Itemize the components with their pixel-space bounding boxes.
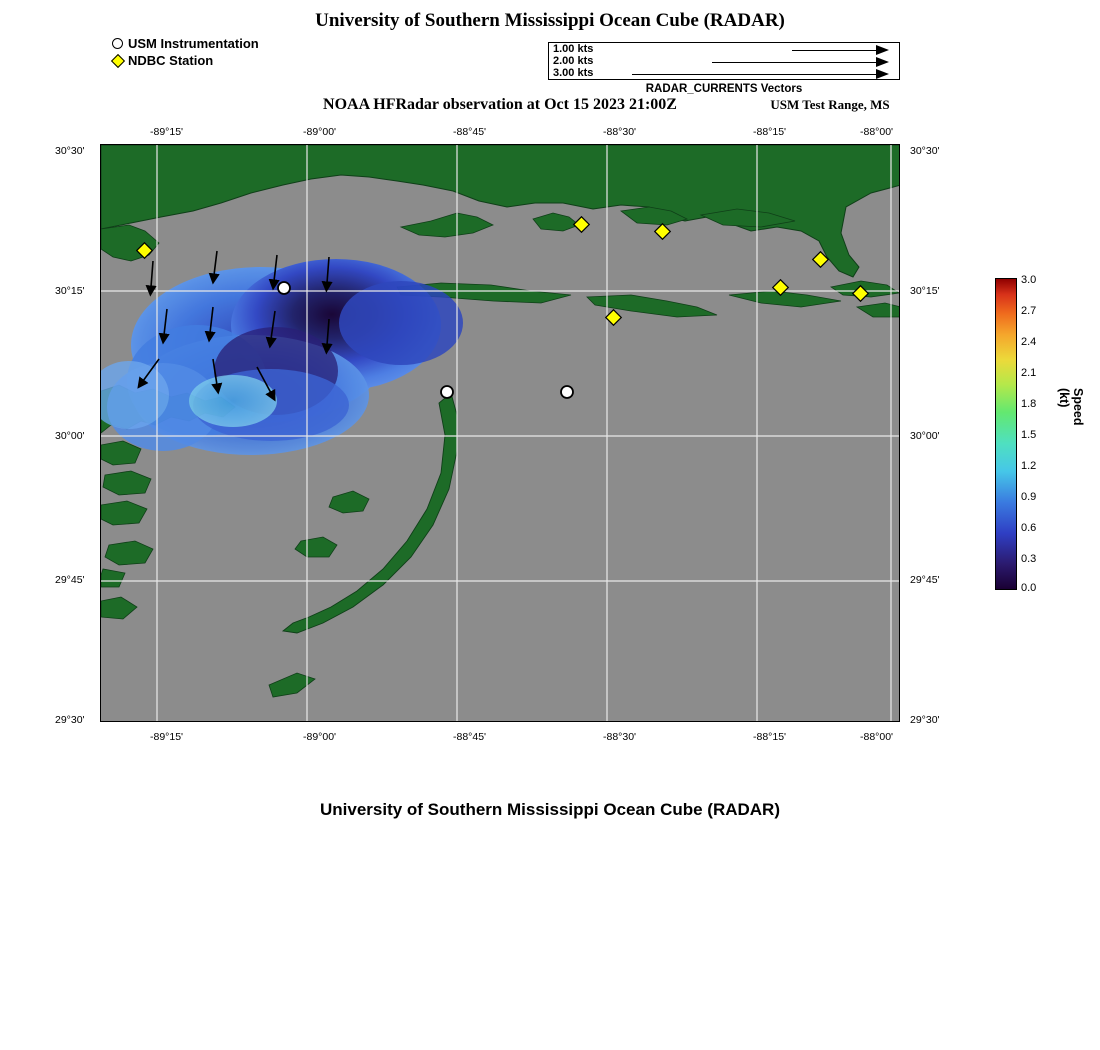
usm-station: [561, 386, 573, 398]
y-tick-right-3: 29°45': [910, 574, 940, 586]
x-tick-top-5: -88°00': [860, 126, 894, 138]
colorbar-tick-10: 0.0: [1021, 582, 1037, 594]
legend-label-usm: USM Instrumentation: [128, 36, 259, 51]
vector-scale-label-3: 3.00 kts: [553, 67, 594, 79]
x-tick-bottom-2: -88°45': [453, 731, 487, 743]
colorbar-title: Speed (kt): [1057, 388, 1085, 426]
y-tick-right-4: 29°30': [910, 714, 940, 726]
circle-marker-icon: [110, 36, 128, 52]
vector-scale-line-1: [792, 50, 877, 51]
legend-item-ndbc: [110, 53, 259, 69]
y-tick-right-1: 30°15': [910, 285, 940, 297]
colorbar-gradient: [995, 278, 1017, 590]
footer-title: University of Southern Mississippi Ocean Cube (RADAR): [319, 800, 780, 819]
colorbar-tick-1: 2.7: [1021, 305, 1037, 317]
colorbar-tick-9: 0.3: [1021, 553, 1037, 565]
colorbar-tick-5: 1.5: [1021, 429, 1037, 441]
usm-station: [278, 282, 290, 294]
y-tick-left-1: 30°15': [55, 285, 85, 297]
colorbar-tick-4: 1.8: [1021, 398, 1037, 410]
x-tick-top-1: -89°00': [303, 126, 337, 138]
diamond-marker-icon: [110, 53, 128, 69]
legend-label-ndbc: NDBC Station: [128, 53, 214, 68]
x-tick-bottom-4: -88°15': [753, 731, 787, 743]
vector-scale-row-2: [549, 56, 901, 68]
vector-scale-row-1: [549, 44, 901, 56]
colorbar-tick-8: 0.6: [1021, 522, 1037, 534]
colorbar-tick-6: 1.2: [1021, 460, 1037, 472]
vector-scale-legend: [548, 42, 900, 80]
x-tick-top-4: -88°15': [753, 126, 787, 138]
x-tick-top-2: -88°45': [453, 126, 487, 138]
map-canvas[interactable]: [100, 144, 900, 722]
colorbar-tick-7: 0.9: [1021, 491, 1037, 503]
vector-scale-line-3: [632, 74, 877, 75]
vector-scale-arrow-3: [876, 69, 889, 79]
colorbar-tick-2: 2.4: [1021, 336, 1037, 348]
y-tick-right-2: 30°00': [910, 430, 940, 442]
symbol-legend: [110, 36, 259, 70]
vector-scale-line-2: [712, 62, 877, 63]
x-tick-bottom-5: -88°00': [860, 731, 894, 743]
vector-legend-caption: RADAR_CURRENTS Vectors: [645, 83, 803, 95]
y-tick-left-2: 30°00': [55, 430, 85, 442]
observation-subtitle: NOAA HFRadar observation at Oct 15 2023 21:00Z: [323, 96, 677, 113]
y-tick-right-0: 30°30': [910, 145, 940, 157]
x-tick-bottom-1: -89°00': [303, 731, 337, 743]
vector-scale-arrow-2: [876, 57, 889, 67]
legend-item-usm: [110, 36, 259, 52]
usm-station: [441, 386, 453, 398]
colorbar-tick-0: 3.0: [1021, 274, 1037, 286]
y-tick-left-0: 30°30': [55, 145, 85, 157]
vector-scale-label-1: 1.00 kts: [553, 43, 594, 55]
x-tick-top-3: -88°30': [603, 126, 637, 138]
colorbar-tick-3: 2.1: [1021, 367, 1037, 379]
x-tick-top-0: -89°15': [150, 126, 184, 138]
y-tick-left-4: 29°30': [55, 714, 85, 726]
x-tick-bottom-3: -88°30': [603, 731, 637, 743]
vector-scale-label-2: 2.00 kts: [553, 55, 594, 67]
x-tick-bottom-0: -89°15': [150, 731, 184, 743]
y-tick-left-3: 29°45': [55, 574, 85, 586]
vector-scale-row-3: [549, 68, 901, 80]
vector-scale-arrow-1: [876, 45, 889, 55]
site-label: USM Test Range, MS: [770, 97, 890, 112]
page-title: University of Southern Mississippi Ocean Cube (RADAR): [315, 10, 785, 31]
